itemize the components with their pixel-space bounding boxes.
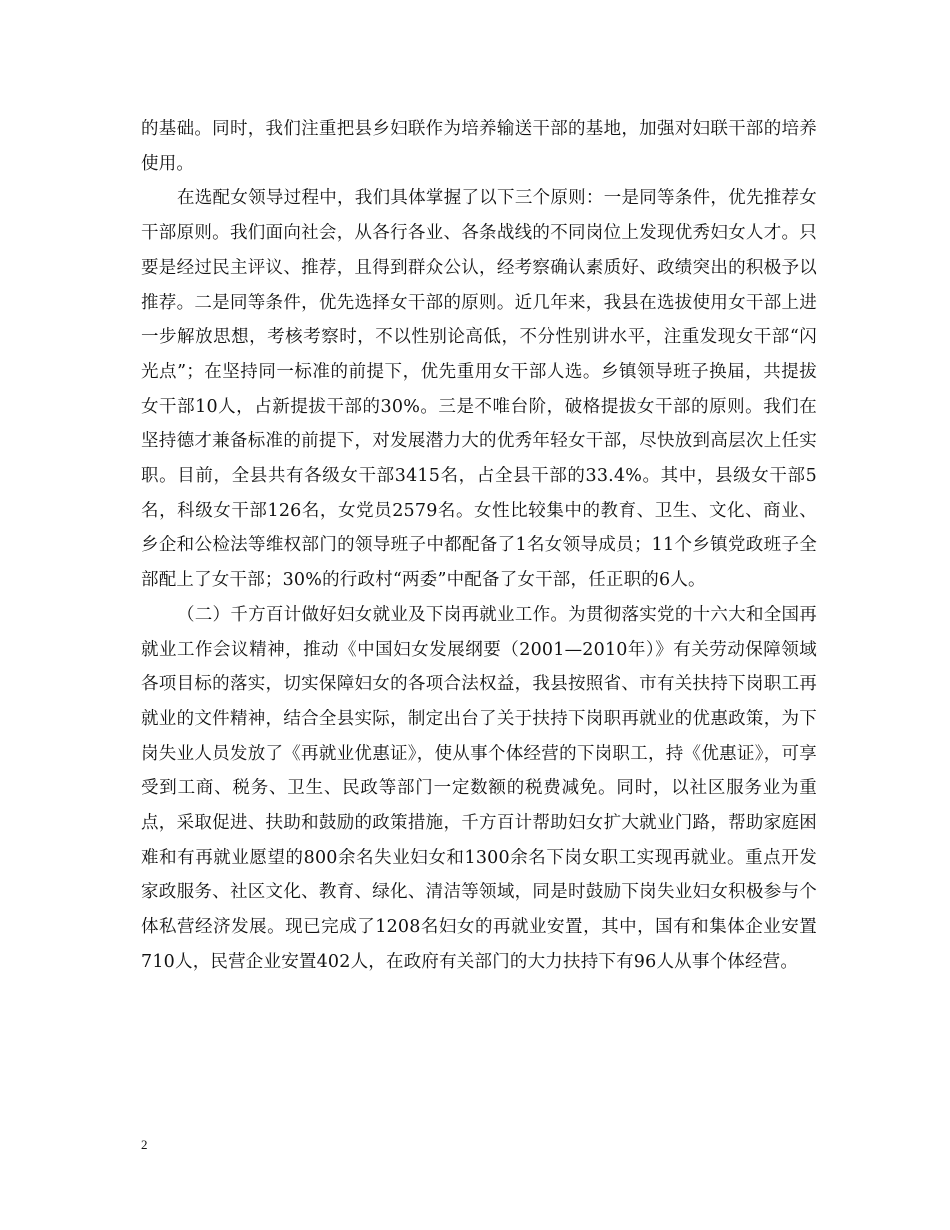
paragraph-principles: 在选配女领导过程中，我们具体掌握了以下三个原则：一是同等条件，优先推荐女干部原则。我们面向社会，从各行各业、各条战线的不同岗位上发现优秀妇女人才。只要是经过民主评议、推荐，且得到群众公认，经考察确认素质好、政绩突出的积极予以推荐。二是同等条件，优先选择女干部的原则。近几年来，我县在选拔使用女干部上进一步解放思想，考核考察时，不以性别论高低，不分性别讲水平，注重发现女干部“闪光点”；在坚持同一标准的前提下，优先重用女干部人选。乡镇领导班子换届，共提拔女干部10人，占新提拔干部的30%。三是不唯台阶，破格提拔女干部的原则。我们在坚持德才兼备标准的前提下，对发展潜力大的优秀年轻女干部，尽快放到高层次上任实职。目前，全县共有各级女干部3415名，占全县干部的33.4%。其中，县级女干部5名，科级女干部126名，女党员2579名。女性比较集中的教育、卫生、文化、商业、乡企和公检法等维权部门的领导班子中都配备了1名女领导成员；11个乡镇党政班子全部配上了女干部；30%的行政村“两委”中配备了女干部，任正职的6人。 [141, 188, 817, 591]
page-number: 2 [141, 1137, 148, 1152]
paragraph-continuation: 的基础。同时，我们注重把县乡妇联作为培养输送干部的基地，加强对妇联干部的培养使用。 [141, 119, 817, 174]
document-body [141, 112, 817, 980]
paragraph-reemployment: （二）千方百计做好妇女就业及下岗再就业工作。为贯彻落实党的十六大和全国再就业工作会议精神，推动《中国妇女发展纲要（2001—2010年）》有关劳动保障领域各项目标的落实，切实保障妇女的各项合法权益，我县按照省、市有关扶持下岗职工再就业的文件精神，结合全县实际，制定出台了关于扶持下岗职再就业的优惠政策，为下岗失业人员发放了《再就业优惠证》，使从事个体经营的下岗职工，持《优惠证》，可享受到工商、税务、卫生、民政等部门一定数额的税费减免。同时，以社区服务业为重点，采取促进、扶助和鼓励的政策措施，千方百计帮助妇女扩大就业门路，帮助家庭困难和有再就业愿望的800余名失业妇女和1300余名下岗女职工实现再就业。重点开发家政服务、社区文化、教育、绿化、清洁等领域，同是时鼓励下岗失业妇女积极参与个体私营经济发展。现已完成了1208名妇女的再就业安置，其中，国有和集体企业安置710人，民营企业安置402人，在政府有关部门的大力扶持下有96人从事个体经营。 [141, 604, 817, 972]
